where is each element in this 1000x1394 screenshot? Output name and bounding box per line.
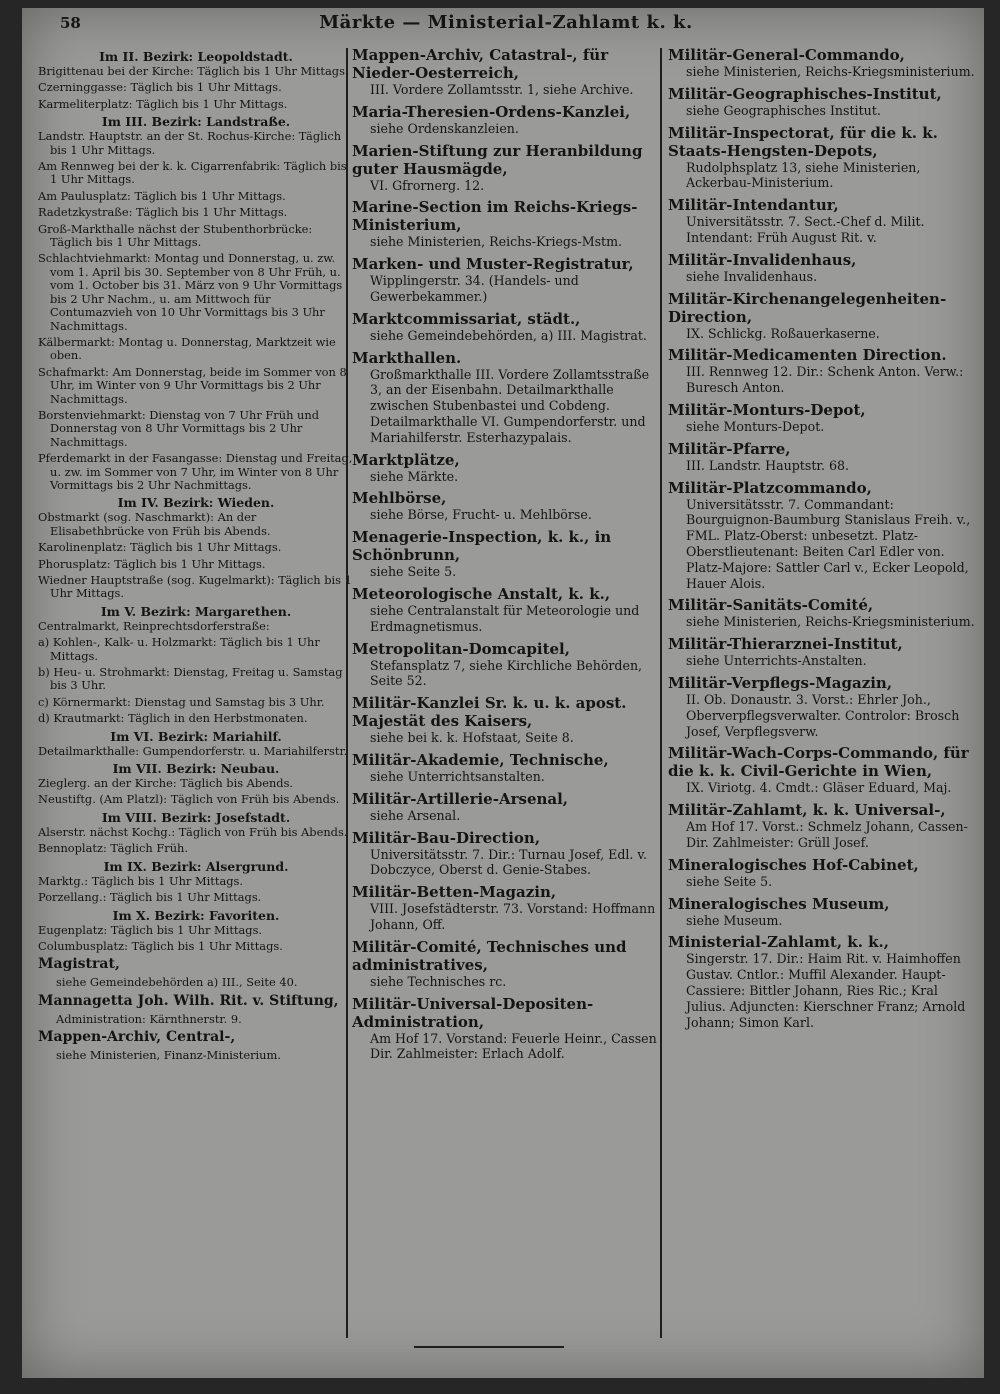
entry-heading: Militär-Artillerie-Arsenal,	[352, 789, 569, 808]
entry-detail: Rudolphsplatz 13, siehe Ministerien, Ackerbau-Ministerium.	[686, 159, 921, 191]
entry-detail: siehe Centralanstalt für Meteorologie und Erdmagnetismus.	[370, 602, 640, 634]
entry-heading: Militär-Bau-Direction,	[352, 828, 541, 847]
market-line: Brigittenau bei der Kirche: Täglich bis 1 Uhr Mittags.	[38, 64, 349, 78]
entry-heading: Marktplätze,	[352, 450, 460, 469]
market-line: Borstenviehmarkt: Dienstag von 7 Uhr Früh und Donnerstag von 8 Uhr Vormittags bis 2 Uhr Nachmittags.	[38, 407, 320, 449]
entry-detail: siehe Museum.	[686, 912, 783, 928]
market-line: Porzellang.: Täglich bis 1 Uhr Mittags.	[38, 890, 262, 905]
column-1	[38, 46, 354, 1346]
entry-heading: Meteorologische Anstalt, k. k.,	[352, 584, 611, 603]
column-2	[352, 46, 662, 1346]
entry-heading: Militär-Medicamenten Direction.	[668, 346, 947, 365]
market-line: Bennoplatz: Täglich Früh.	[38, 841, 189, 856]
entry-detail: Am Hof 17. Vorst.: Schmelz Johann, Cassen-Dir. Zahlmeister: Grüll Josef.	[686, 819, 968, 850]
market-line: a) Kohlen-, Kalk- u. Holzmarkt: Täglich bis 1 Uhr Mittags.	[38, 635, 320, 663]
entry-heading: Marine-Section im Reichs-Kriegs-Ministerium,	[352, 198, 638, 235]
directory-entry	[352, 938, 662, 990]
district-heading: Im V. Bezirk: Margarethen.	[100, 603, 292, 619]
directory-entry	[352, 255, 662, 305]
directory-entry	[668, 251, 976, 285]
entry-heading: Militär-Invalidenhaus,	[668, 250, 857, 269]
market-line: c) Körnermarkt: Dienstag und Samstag bis 3 Uhr.	[38, 694, 325, 709]
district-heading: Im II. Bezirk: Leopoldstadt.	[99, 49, 293, 64]
directory-entry	[352, 46, 662, 98]
entry-heading: Militär-Kirchenangelegenheiten-Direction,	[668, 289, 947, 326]
entry-detail: III. Landstr. Hauptstr. 68.	[686, 457, 850, 473]
directory-entry	[668, 290, 976, 342]
entry-heading: Mineralogisches Hof-Cabinet,	[668, 855, 919, 874]
market-line: Centralmarkt, Reinprechtsdorferstraße:	[38, 618, 270, 633]
entry-detail: Am Hof 17. Vorstand: Feuerle Heinr., Cassen Dir. Zahlmeister: Erlach Adolf.	[370, 1030, 657, 1062]
market-line: Schafmarkt: Am Donnerstag, beide im Sommer von 8 Uhr, im Winter von 9 Uhr Vormittags bis 2 Uhr Nachmittags.	[38, 364, 347, 406]
entry-heading: Militär-Intendantur,	[668, 196, 839, 215]
directory-entry	[668, 801, 976, 851]
market-line: Radetzkystraße: Täglich bis 1 Uhr Mittags.	[38, 205, 288, 220]
directory-entry	[352, 310, 662, 344]
directory-entry	[352, 528, 662, 580]
entry-heading: Marken- und Muster-Registratur,	[352, 255, 634, 274]
market-line: Karolinenplatz: Täglich bis 1 Uhr Mittags.	[38, 540, 282, 555]
directory-entry	[352, 751, 662, 785]
directory-entry	[352, 142, 662, 194]
market-line: Kälbermarkt: Montag u. Donnerstag, Marktzeit wie oben.	[38, 334, 336, 363]
market-line: b) Heu- u. Strohmarkt: Dienstag, Freitag u. Samstag bis 3 Uhr.	[38, 665, 343, 693]
market-line: Landstr. Hauptstr. an der St. Rochus-Kirche: Täglich bis 1 Uhr Mittags.	[38, 129, 342, 157]
entry-detail: Universitätsstr. 7. Commandant: Bourguignon-Baumburg Stanislaus Freih. v., FML. Platz-Oberst: unbesetzt. Platz-Oberstlieutenant: Beiten Carl Edler von. Platz-Majore: Sattler Carl v., Ecker Leopold, Hauer Alois.	[686, 496, 971, 591]
directory-entry	[352, 829, 662, 879]
directory-entry	[352, 349, 662, 446]
entry-heading: Markthallen.	[352, 348, 462, 367]
entry-heading: Mannagetta Joh. Wilh. Rit. v. Stiftung,	[38, 992, 339, 1009]
page-number: 58	[60, 14, 81, 32]
entry-detail: siehe Invalidenhaus.	[686, 268, 818, 284]
market-line: Czerninggasse: Täglich bis 1 Uhr Mittags.	[38, 80, 282, 95]
directory-entry	[668, 85, 976, 119]
directory-entry	[352, 995, 662, 1063]
market-line: Detailmarkthalle: Gumpendorferstr. u. Mariahilferstr.	[38, 743, 348, 758]
district-heading: Im VII. Bezirk: Neubau.	[112, 761, 280, 777]
directory-page	[22, 8, 984, 1378]
directory-entry	[668, 635, 976, 669]
entry-heading: Militär-Monturs-Depot,	[668, 400, 866, 419]
district-heading: Im VIII. Bezirk: Josefstadt.	[101, 809, 291, 825]
entry-detail: siehe Technisches rc.	[370, 973, 507, 989]
entry-heading: Mineralogisches Museum,	[668, 894, 890, 913]
entry-detail: II. Ob. Donaustr. 3. Vorst.: Ehrler Joh., Oberverpflegsverwalter. Controlor: Brosch Josef, Verpflegsverw.	[686, 691, 960, 739]
directory-entry	[352, 640, 662, 690]
market-line: Alserstr. nächst Kochg.: Täglich von Früh bis Abends.	[38, 824, 348, 839]
directory-entry	[668, 440, 976, 474]
entry-heading: Militär-Thierarznei-Institut,	[668, 635, 903, 654]
column-3	[668, 46, 976, 1346]
entry-heading: Mehlbörse,	[352, 489, 447, 508]
entry-heading: Militär-Zahlamt, k. k. Universal-,	[668, 801, 946, 820]
entry-detail: siehe Unterrichtsanstalten.	[370, 768, 545, 784]
entry-detail: siehe Arsenal.	[370, 807, 461, 823]
market-line: d) Krautmarkt: Täglich in den Herbstmonaten.	[38, 711, 308, 726]
entry-heading: Militär-Universal-Depositen-Administration,	[352, 994, 594, 1031]
market-line: Eugenplatz: Täglich bis 1 Uhr Mittags.	[38, 922, 263, 937]
entry-detail: siehe Ministerien, Reichs-Kriegsministerium.	[686, 64, 975, 79]
market-line: Am Paulusplatz: Täglich bis 1 Uhr Mittags.	[38, 188, 286, 203]
entry-heading: Militär-Verpflegs-Magazin,	[668, 673, 893, 692]
entry-heading: Militär-Platzcommando,	[668, 478, 872, 497]
directory-entry	[668, 596, 976, 630]
entry-heading: Militär-Geographisches-Institut,	[668, 84, 942, 103]
market-line: Wiedner Hauptstraße (sog. Kugelmarkt): Täglich bis 1 Uhr Mittags.	[38, 573, 352, 601]
directory-entry	[352, 790, 662, 824]
entry-heading: Militär-Inspectorat, für die k. k. Staats-Hengsten-Depots,	[668, 123, 938, 160]
directory-entry	[668, 674, 976, 739]
market-line: Pferdemarkt in der Fasangasse: Dienstag und Freitag, u. zw. im Sommer von 7 Uhr, im Winter von 8 Uhr Vormittags bis 2 Uhr Nachmittags.	[38, 451, 353, 492]
entry-heading: Militär-Betten-Magazin,	[352, 883, 557, 902]
entry-heading: Militär-Sanitäts-Comité,	[668, 596, 874, 615]
market-line: Neustiftg. (Am Platzl): Täglich von Früh bis Abends.	[38, 792, 340, 807]
entry-heading: Militär-General-Commando,	[668, 46, 905, 64]
entry-detail: Universitätsstr. 7. Dir.: Turnau Josef, Edl. v. Dobczyce, Oberst d. Genie-Stabes.	[370, 846, 648, 878]
entry-detail: siehe Ministerien, Finanz-Ministerium.	[56, 1048, 281, 1063]
district-heading: Im IX. Bezirk: Alsergrund.	[103, 858, 289, 874]
directory-entry	[352, 451, 662, 485]
entry-detail: siehe Märkte.	[370, 468, 459, 484]
directory-entry	[352, 585, 662, 635]
entry-detail: IX. Viriotg. 4. Cmdt.: Gläser Eduard, Maj.	[686, 780, 952, 796]
entry-heading: Militär-Comité, Technisches und administratives,	[352, 937, 627, 974]
directory-entry	[352, 103, 662, 137]
entry-detail: Großmarkthalle III. Vordere Zollamtsstraße 3, an der Eisenbahn. Detailmarkthalle zwischen Stubenbastei und Cobdeng. Detailmarkthalle VI. Gumpendorferstr. und Mariahilferstr. Esterhazypalais.	[370, 366, 650, 445]
entry-detail: IX. Schlickg. Roßauerkaserne.	[686, 325, 880, 341]
directory-entry	[352, 198, 662, 250]
directory-entry	[668, 479, 976, 592]
entry-heading: Metropolitan-Domcapitel,	[352, 639, 570, 658]
market-line: Groß-Markthalle nächst der Stubenthorbrücke: Täglich bis 1 Uhr Mittags.	[38, 221, 313, 250]
entry-detail: siehe Gemeindebehörden a) III., Seite 40.	[56, 975, 298, 990]
entry-heading: Marien-Stiftung zur Heranbildung guter Hausmägde,	[352, 141, 643, 178]
entry-heading: Militär-Pfarre,	[668, 439, 791, 458]
entry-detail: Administration: Kärnthnerstr. 9.	[56, 1011, 242, 1026]
entry-detail: siehe Seite 5.	[370, 564, 457, 580]
market-line: Schlachtviehmarkt: Montag und Donnerstag, u. zw. vom 1. April bis 30. September von 8 Uhr Früh, u. vom 1. October bis 31. März von 9 Uhr Vormittags bis 2 Uhr Nachm., u. am Mittwoch für Contumazvieh von 10 Uhr Vormittags bis 3 Uhr Nachmittags.	[38, 251, 343, 333]
entry-detail: siehe Ordenskanzleien.	[370, 120, 519, 136]
entry-detail: siehe Seite 5.	[686, 873, 773, 889]
entry-detail: siehe Unterrichts-Anstalten.	[686, 653, 867, 669]
entry-detail: Universitätsstr. 7. Sect.-Chef d. Milit. Intendant: Früh August Rit. v.	[686, 214, 925, 245]
entry-detail: III. Rennweg 12. Dir.: Schenk Anton. Verw.: Buresch Anton.	[686, 364, 964, 396]
directory-entry	[668, 744, 976, 796]
district-heading: Im IV. Bezirk: Wieden.	[117, 495, 275, 511]
entry-heading: Marktcommissariat, städt.,	[352, 309, 581, 328]
entry-detail: siehe Gemeindebehörden, a) III. Magistrat.	[370, 327, 647, 343]
entry-detail: III. Vordere Zollamtsstr. 1, siehe Archive.	[370, 82, 634, 97]
directory-entry	[668, 933, 976, 1030]
entry-detail: siehe bei k. k. Hofstaat, Seite 8.	[370, 730, 574, 746]
market-line: Am Rennweg bei der k. k. Cigarrenfabrik: Täglich bis 1 Uhr Mittags.	[38, 159, 347, 187]
entry-heading: Magistrat,	[38, 956, 120, 973]
entry-heading: Ministerial-Zahlamt, k. k.,	[668, 933, 889, 952]
entry-heading: Mappen-Archiv, Catastral-, für Nieder-Oesterreich,	[352, 46, 609, 82]
entry-detail: Singerstr. 17. Dir.: Haim Rit. v. Haimhoffen Gustav. Cntlor.: Muffil Alexander. Haupt-Cassiere: Bittler Johann, Ries Ric.; Kral Julius. Adjuncten: Kierschner Franz; Arnold Johann; Simon Karl.	[686, 951, 966, 1030]
entry-detail: siehe Ministerien, Reichs-Kriegs-Mstm.	[370, 234, 623, 250]
district-heading: Im III. Bezirk: Landstraße.	[101, 114, 291, 130]
directory-entry	[668, 196, 976, 246]
market-line: Columbusplatz: Täglich bis 1 Uhr Mittags.	[38, 938, 283, 953]
footer-rule	[414, 1346, 564, 1348]
page-header	[36, 10, 976, 38]
entry-detail: siehe Monturs-Depot.	[686, 418, 825, 434]
district-heading: Im X. Bezirk: Favoriten.	[112, 907, 280, 923]
market-line: Phorusplatz: Täglich bis 1 Uhr Mittags.	[38, 556, 266, 571]
entry-detail: VIII. Josefstädterstr. 73. Vorstand: Hoffmann Johann, Off.	[370, 901, 656, 932]
market-line: Obstmarkt (sog. Naschmarkt): An der Elisabethbrücke von Früh bis Abends.	[38, 510, 271, 538]
directory-entry	[668, 895, 976, 929]
entry-heading: Militär-Akademie, Technische,	[352, 750, 609, 769]
entry-detail: siehe Geographisches Institut.	[686, 102, 881, 118]
directory-entry	[668, 46, 976, 80]
directory-entry	[352, 694, 662, 746]
entry-heading: Militär-Kanzlei Sr. k. u. k. apost. Majestät des Kaisers,	[352, 694, 627, 731]
market-line: Marktg.: Täglich bis 1 Uhr Mittags.	[38, 873, 244, 888]
directory-entry	[668, 346, 976, 396]
entry-heading: Militär-Wach-Corps-Commando, für die k. k. Civil-Gerichte in Wien,	[668, 744, 969, 781]
entry-detail: siehe Ministerien, Reichs-Kriegsministerium.	[686, 614, 975, 630]
entry-heading: Maria-Theresien-Ordens-Kanzlei,	[352, 102, 631, 121]
entry-heading: Menagerie-Inspection, k. k., in Schönbrunn,	[352, 528, 612, 565]
directory-entry	[668, 856, 976, 890]
entry-detail: VI. Gfrornerg. 12.	[370, 177, 485, 193]
entry-detail: Wipplingerstr. 34. (Handels- und Gewerbekammer.)	[370, 273, 579, 304]
directory-entry	[668, 124, 976, 192]
entry-detail: siehe Börse, Frucht- u. Mehlbörse.	[370, 507, 592, 523]
directory-entry	[352, 489, 662, 523]
entry-heading: Mappen-Archiv, Central-,	[38, 1029, 236, 1046]
market-line: Karmeliterplatz: Täglich bis 1 Uhr Mittags.	[38, 96, 288, 111]
directory-entry	[668, 401, 976, 435]
directory-entry	[352, 883, 662, 933]
entry-detail: Stefansplatz 7, siehe Kirchliche Behörden, Seite 52.	[370, 657, 643, 689]
district-heading: Im VI. Bezirk: Mariahilf.	[110, 728, 282, 744]
running-title: Märkte — Ministerial-Zahlamt k. k.	[319, 12, 693, 33]
market-line: Zieglerg. an der Kirche: Täglich bis Abends.	[38, 776, 294, 791]
